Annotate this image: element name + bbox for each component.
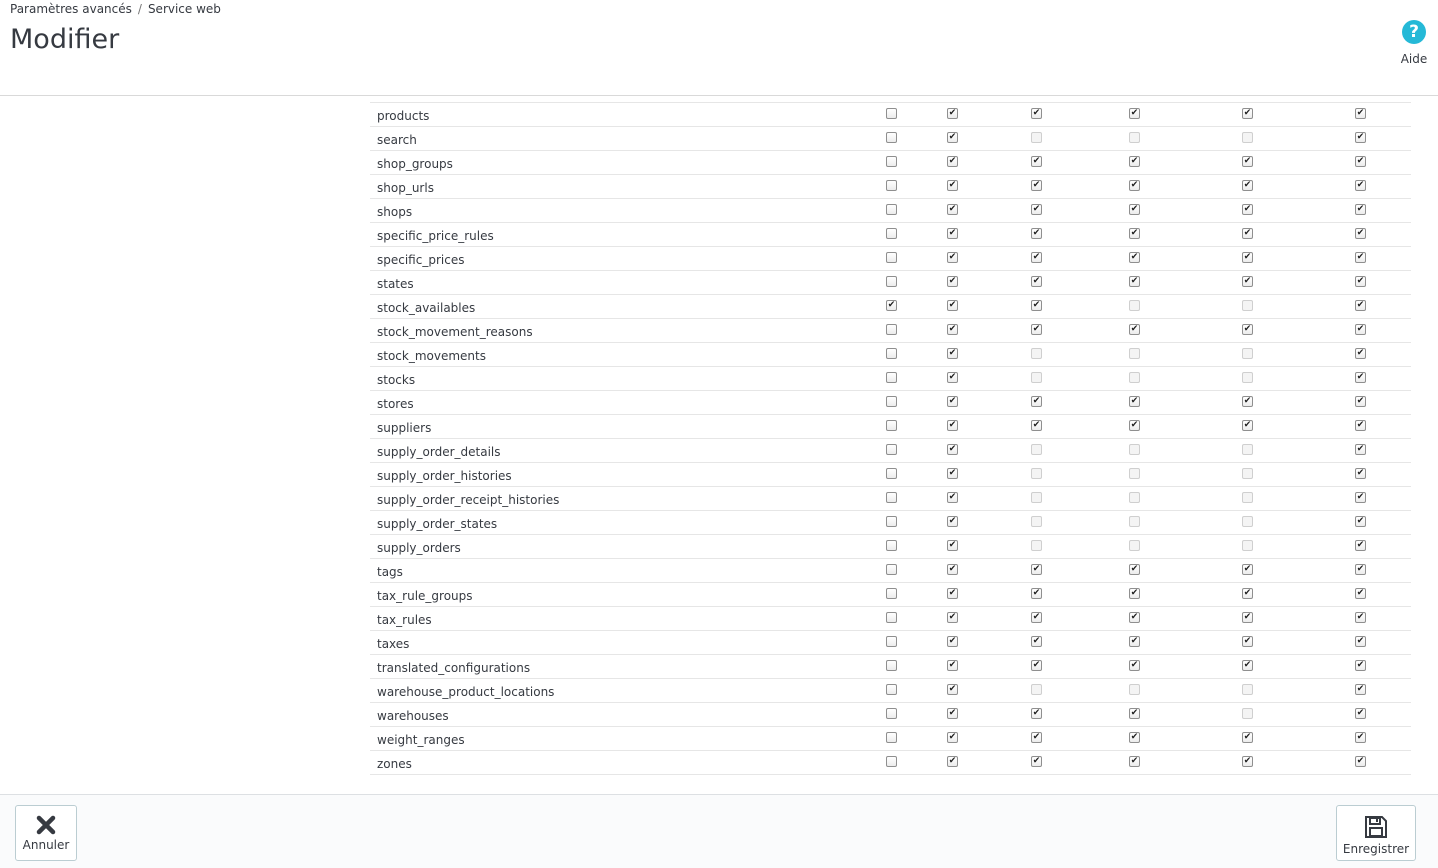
permission-checkbox[interactable]: ✔: [1243, 276, 1252, 286]
permission-checkbox[interactable]: [886, 420, 897, 431]
permission-checkbox[interactable]: [886, 204, 897, 215]
permission-checkbox[interactable]: ✔: [1130, 156, 1139, 166]
permission-checkbox: [1031, 468, 1042, 479]
permission-checkbox[interactable]: ✔: [948, 492, 957, 502]
resource-name: supply_orders: [377, 541, 461, 555]
permission-checkbox: [1242, 492, 1253, 503]
permission-checkbox[interactable]: ✔: [1130, 420, 1139, 430]
permission-checkbox: [1242, 516, 1253, 527]
resource-name: zones: [377, 757, 412, 771]
resource-name: supply_order_details: [377, 445, 501, 459]
table-row: [370, 607, 1411, 631]
permission-checkbox[interactable]: ✔: [948, 108, 957, 118]
permission-checkbox[interactable]: [886, 588, 897, 599]
permission-checkbox[interactable]: ✔: [1243, 396, 1252, 406]
table-row: [370, 439, 1411, 463]
permission-checkbox[interactable]: ✔: [1356, 396, 1365, 406]
permission-checkbox[interactable]: ✔: [1243, 324, 1252, 334]
resource-name: tax_rule_groups: [377, 589, 473, 603]
permission-checkbox[interactable]: ✔: [1356, 156, 1365, 166]
permission-checkbox[interactable]: [886, 492, 897, 503]
permission-checkbox[interactable]: ✔: [1130, 324, 1139, 334]
permissions-table: [370, 96, 1411, 775]
permission-checkbox[interactable]: ✔: [1356, 732, 1365, 742]
resource-name: stock_movement_reasons: [377, 325, 533, 339]
table-row: [370, 655, 1411, 679]
table-row: [370, 727, 1411, 751]
permission-checkbox[interactable]: ✔: [948, 420, 957, 430]
permission-checkbox[interactable]: ✔: [1356, 252, 1365, 262]
help-label: Aide: [1400, 52, 1428, 66]
resource-name: warehouses: [377, 709, 449, 723]
permission-checkbox[interactable]: ✔: [1243, 588, 1252, 598]
permission-checkbox[interactable]: [886, 468, 897, 479]
permission-checkbox[interactable]: ✔: [1356, 300, 1365, 310]
permission-checkbox[interactable]: ✔: [948, 300, 957, 310]
permission-checkbox[interactable]: ✔: [948, 444, 957, 454]
permission-checkbox[interactable]: ✔: [1356, 444, 1365, 454]
permission-checkbox[interactable]: ✔: [1032, 588, 1041, 598]
permission-checkbox[interactable]: ✔: [948, 756, 957, 766]
permission-checkbox[interactable]: ✔: [1356, 132, 1365, 142]
permission-checkbox[interactable]: ✔: [1356, 588, 1365, 598]
permission-checkbox: [1129, 492, 1140, 503]
save-label: Enregistrer: [1342, 842, 1410, 856]
permission-checkbox[interactable]: [886, 636, 897, 647]
permission-checkbox[interactable]: ✔: [1032, 732, 1041, 742]
floppy-disk-icon: [1364, 815, 1388, 839]
permission-checkbox: [1242, 444, 1253, 455]
permission-checkbox[interactable]: ✔: [948, 660, 957, 670]
permission-checkbox[interactable]: ✔: [1130, 660, 1139, 670]
permission-checkbox[interactable]: [886, 684, 897, 695]
permission-checkbox[interactable]: ✔: [948, 516, 957, 526]
permission-checkbox[interactable]: ✔: [948, 564, 957, 574]
permission-checkbox[interactable]: [886, 276, 897, 287]
permission-checkbox[interactable]: ✔: [948, 372, 957, 382]
resource-name: taxes: [377, 637, 410, 651]
permission-checkbox[interactable]: ✔: [1356, 492, 1365, 502]
permission-checkbox[interactable]: ✔: [1356, 708, 1365, 718]
table-row: [370, 559, 1411, 583]
permission-checkbox[interactable]: ✔: [1243, 564, 1252, 574]
permission-checkbox[interactable]: [886, 732, 897, 743]
permission-checkbox[interactable]: ✔: [948, 132, 957, 142]
permission-checkbox[interactable]: ✔: [1130, 276, 1139, 286]
permission-checkbox[interactable]: ✔: [1356, 540, 1365, 550]
table-row: [370, 151, 1411, 175]
permission-checkbox[interactable]: ✔: [948, 732, 957, 742]
permission-checkbox[interactable]: [886, 612, 897, 623]
breadcrumb-current[interactable]: Service web: [147, 2, 221, 16]
table-row: [370, 96, 1411, 103]
permission-checkbox[interactable]: ✔: [948, 612, 957, 622]
table-row: [370, 271, 1411, 295]
resource-name: stock_availables: [377, 301, 476, 315]
permission-checkbox[interactable]: ✔: [1130, 588, 1139, 598]
permission-checkbox[interactable]: [886, 348, 897, 359]
permission-checkbox[interactable]: [886, 372, 897, 383]
table-row: [370, 679, 1411, 703]
page-header: [0, 0, 1438, 96]
permission-checkbox[interactable]: ✔: [948, 588, 957, 598]
permission-checkbox: [1031, 348, 1042, 359]
permission-checkbox[interactable]: ✔: [1130, 396, 1139, 406]
resource-name: shop_urls: [377, 181, 434, 195]
permission-checkbox: [1031, 516, 1042, 527]
permission-checkbox[interactable]: ✔: [1130, 564, 1139, 574]
breadcrumb: [10, 2, 221, 16]
permission-checkbox[interactable]: ✔: [948, 684, 957, 694]
permission-checkbox[interactable]: ✔: [1032, 612, 1041, 622]
resource-name: supply_order_receipt_histories: [377, 493, 560, 507]
permission-checkbox[interactable]: ✔: [1032, 756, 1041, 766]
permission-checkbox: [1031, 132, 1042, 143]
permission-checkbox[interactable]: ✔: [1243, 636, 1252, 646]
permission-checkbox[interactable]: ✔: [1243, 660, 1252, 670]
table-row: [370, 127, 1411, 151]
table-row: [370, 703, 1411, 727]
permission-checkbox[interactable]: ✔: [1243, 204, 1252, 214]
form-footer: [0, 794, 1438, 868]
resource-name: specific_prices: [377, 253, 465, 267]
permission-checkbox: [1129, 348, 1140, 359]
permission-checkbox: [1031, 540, 1042, 551]
permission-checkbox[interactable]: ✔: [948, 636, 957, 646]
permission-checkbox[interactable]: ✔: [1032, 564, 1041, 574]
permission-checkbox[interactable]: ✔: [948, 348, 957, 358]
breadcrumb-parent[interactable]: Paramètres avancés: [10, 2, 132, 16]
permission-checkbox[interactable]: ✔: [948, 180, 957, 190]
table-row: [370, 415, 1411, 439]
resource-name: tax_rules: [377, 613, 432, 627]
permission-checkbox[interactable]: [886, 324, 897, 335]
permission-checkbox[interactable]: [886, 396, 897, 407]
permission-checkbox[interactable]: ✔: [1032, 300, 1041, 310]
permission-checkbox[interactable]: [886, 132, 897, 143]
permission-checkbox[interactable]: ✔: [1356, 468, 1365, 478]
table-row: [370, 535, 1411, 559]
permission-checkbox: [1242, 468, 1253, 479]
permission-checkbox[interactable]: [886, 756, 897, 767]
permission-checkbox[interactable]: ✔: [948, 156, 957, 166]
permission-checkbox[interactable]: ✔: [1032, 108, 1041, 118]
table-row: [370, 247, 1411, 271]
table-row: [370, 343, 1411, 367]
permission-checkbox: [1031, 444, 1042, 455]
resource-name: states: [377, 277, 414, 291]
permission-checkbox: [1129, 372, 1140, 383]
permission-checkbox: [1242, 132, 1253, 143]
table-row: [370, 391, 1411, 415]
permission-checkbox[interactable]: [886, 564, 897, 575]
resource-name: stores: [377, 397, 414, 411]
permission-checkbox[interactable]: ✔: [1356, 636, 1365, 646]
permission-checkbox[interactable]: [886, 228, 897, 239]
permission-checkbox[interactable]: ✔: [1130, 228, 1139, 238]
table-row: [370, 319, 1411, 343]
permission-checkbox: [1031, 372, 1042, 383]
permission-checkbox[interactable]: ✔: [1243, 180, 1252, 190]
permission-checkbox[interactable]: ✔: [1130, 732, 1139, 742]
permission-checkbox[interactable]: ✔: [948, 228, 957, 238]
permission-checkbox: [1031, 684, 1042, 695]
permission-checkbox[interactable]: ✔: [948, 540, 957, 550]
permission-checkbox[interactable]: [886, 180, 897, 191]
table-row: [370, 583, 1411, 607]
permission-checkbox: [1129, 516, 1140, 527]
permission-checkbox[interactable]: ✔: [1130, 756, 1139, 766]
permission-checkbox[interactable]: ✔: [1130, 708, 1139, 718]
permission-checkbox: [1129, 684, 1140, 695]
permission-checkbox[interactable]: ✔: [1356, 204, 1365, 214]
resource-name: warehouse_product_locations: [377, 685, 555, 699]
resource-name: supply_order_states: [377, 517, 498, 531]
permission-checkbox: [1129, 132, 1140, 143]
permission-checkbox[interactable]: ✔: [1356, 660, 1365, 670]
permission-checkbox[interactable]: ✔: [1243, 756, 1252, 766]
cancel-button[interactable]: [15, 805, 77, 861]
permission-checkbox[interactable]: ✔: [1243, 612, 1252, 622]
resource-name: tags: [377, 565, 403, 579]
permission-checkbox[interactable]: ✔: [1032, 396, 1041, 406]
resource-name: stock_movements: [377, 349, 486, 363]
table-row: [370, 631, 1411, 655]
permission-checkbox[interactable]: ✔: [1243, 156, 1252, 166]
permission-checkbox[interactable]: ✔: [1032, 660, 1041, 670]
permission-checkbox[interactable]: ✔: [1032, 204, 1041, 214]
permission-checkbox[interactable]: ✔: [1032, 420, 1041, 430]
permission-checkbox[interactable]: ✔: [1032, 228, 1041, 238]
permission-checkbox[interactable]: ✔: [1356, 228, 1365, 238]
permission-checkbox[interactable]: ✔: [1032, 180, 1041, 190]
permission-checkbox: [1242, 684, 1253, 695]
permission-checkbox[interactable]: [886, 108, 897, 119]
resource-name: search: [377, 133, 417, 147]
resource-name: translated_configurations: [377, 661, 531, 675]
resource-name: shop_groups: [377, 157, 453, 171]
table-row: [370, 751, 1411, 775]
permission-checkbox[interactable]: [886, 540, 897, 551]
permission-checkbox[interactable]: ✔: [1356, 180, 1365, 190]
permission-checkbox[interactable]: ✔: [948, 468, 957, 478]
permission-checkbox[interactable]: ✔: [1130, 612, 1139, 622]
resource-name: weight_ranges: [377, 733, 465, 747]
permission-checkbox: [1242, 540, 1253, 551]
permission-checkbox[interactable]: ✔: [948, 324, 957, 334]
table-row: [370, 103, 1411, 127]
permission-checkbox[interactable]: ✔: [1356, 348, 1365, 358]
permission-checkbox[interactable]: ✔: [1032, 252, 1041, 262]
table-row: [370, 367, 1411, 391]
breadcrumb-separator: /: [137, 2, 142, 16]
permission-checkbox: [1242, 300, 1253, 311]
table-row: [370, 463, 1411, 487]
close-icon: [36, 815, 56, 835]
permission-checkbox[interactable]: ✔: [1356, 564, 1365, 574]
permission-checkbox[interactable]: ✔: [948, 708, 957, 718]
permission-checkbox[interactable]: ✔: [948, 204, 957, 214]
permission-checkbox: [1129, 444, 1140, 455]
permission-checkbox: [1242, 708, 1253, 719]
permission-checkbox[interactable]: ✔: [1130, 204, 1139, 214]
permission-checkbox: [1031, 492, 1042, 503]
permission-checkbox[interactable]: ✔: [1356, 324, 1365, 334]
permission-checkbox[interactable]: ✔: [1243, 228, 1252, 238]
permission-checkbox[interactable]: [886, 156, 897, 167]
permission-checkbox[interactable]: ✔: [1356, 372, 1365, 382]
cancel-label: Annuler: [22, 838, 70, 852]
permission-checkbox: [1242, 372, 1253, 383]
table-row: [370, 295, 1411, 319]
permission-checkbox[interactable]: ✔: [948, 252, 957, 262]
permission-checkbox[interactable]: ✔: [1032, 276, 1041, 286]
resource-name: products: [377, 109, 430, 123]
permission-checkbox[interactable]: ✔: [1356, 756, 1365, 766]
resource-name: supply_order_histories: [377, 469, 512, 483]
permission-checkbox[interactable]: ✔: [1243, 732, 1252, 742]
permission-checkbox[interactable]: ✔: [1130, 180, 1139, 190]
permission-checkbox[interactable]: ✔: [1243, 252, 1252, 262]
permission-checkbox[interactable]: ✔: [1130, 252, 1139, 262]
permission-checkbox[interactable]: ✔: [1243, 420, 1252, 430]
permission-checkbox[interactable]: ✔: [1032, 324, 1041, 334]
permission-checkbox[interactable]: [886, 660, 897, 671]
permission-checkbox[interactable]: ✔: [948, 276, 957, 286]
resource-name: specific_price_rules: [377, 229, 494, 243]
permission-checkbox[interactable]: [886, 252, 897, 263]
permission-checkbox[interactable]: ✔: [887, 300, 896, 310]
help-button[interactable]: [1398, 20, 1430, 66]
permission-checkbox[interactable]: ✔: [948, 396, 957, 406]
table-row: [370, 175, 1411, 199]
permission-checkbox[interactable]: ✔: [1356, 612, 1365, 622]
help-icon: ?: [1402, 20, 1426, 44]
table-row: [370, 199, 1411, 223]
permission-checkbox: [1242, 348, 1253, 359]
permission-checkbox[interactable]: ✔: [1356, 516, 1365, 526]
permission-checkbox[interactable]: ✔: [1243, 108, 1252, 118]
permission-checkbox[interactable]: [886, 444, 897, 455]
permission-checkbox[interactable]: ✔: [1356, 420, 1365, 430]
permission-checkbox[interactable]: ✔: [1130, 108, 1139, 118]
permission-checkbox[interactable]: ✔: [1356, 276, 1365, 286]
page-title: Modifier: [10, 24, 120, 55]
permissions-panel: [0, 96, 1438, 794]
permission-checkbox[interactable]: [886, 708, 897, 719]
permission-checkbox: [1129, 540, 1140, 551]
permission-checkbox: [1129, 300, 1140, 311]
permission-checkbox[interactable]: ✔: [1032, 636, 1041, 646]
table-row: [370, 223, 1411, 247]
resource-name: suppliers: [377, 421, 432, 435]
permission-checkbox: [1129, 468, 1140, 479]
permission-checkbox[interactable]: [886, 516, 897, 527]
permission-checkbox[interactable]: ✔: [1130, 636, 1139, 646]
resource-name: shops: [377, 205, 413, 219]
permission-checkbox[interactable]: ✔: [1356, 684, 1365, 694]
permission-checkbox[interactable]: ✔: [1032, 156, 1041, 166]
permission-checkbox[interactable]: ✔: [1356, 108, 1365, 118]
save-button[interactable]: [1336, 805, 1416, 861]
resource-name: stocks: [377, 373, 416, 387]
table-row: [370, 511, 1411, 535]
permission-checkbox[interactable]: ✔: [1032, 708, 1041, 718]
table-row: [370, 487, 1411, 511]
